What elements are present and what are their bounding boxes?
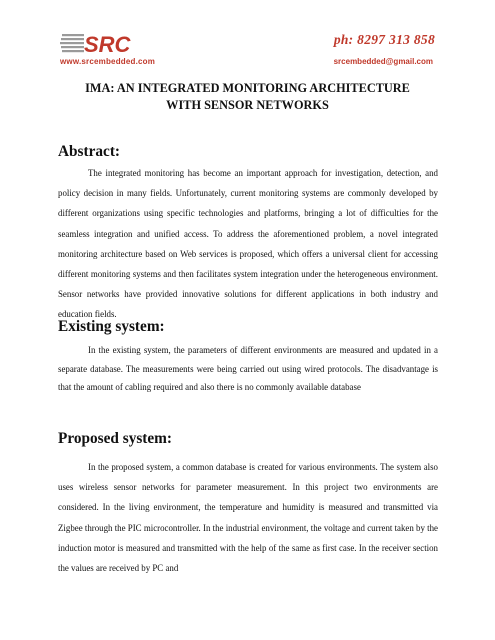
abstract-heading: Abstract: [58, 143, 121, 160]
proposed-system-text: In the proposed system, a common database is created for various environments. The system also uses wireless sensor networks for parameter measurement. In this project two environments are considered. In the living environment, the temperature and humidity is measured and transmitted via Zigbee through the PIC microcontroller. In the industrial environment, the voltage and current taken by the induction motor is measured and transmitted with the help of the same as first case. In the receiver section the values are received by PC and [58, 462, 438, 574]
src-logo [60, 30, 140, 56]
title-line-1: IMA: AN INTEGRATED MONITORING ARCHITECTURE [85, 81, 410, 95]
logo-text: SRC [84, 32, 131, 56]
document-title [50, 80, 445, 114]
email-link[interactable]: srcembedded@gmail.com [333, 57, 433, 66]
existing-system-heading: Existing system: [58, 318, 165, 335]
proposed-system-heading: Proposed system: [58, 430, 173, 447]
logo-graphic [60, 30, 140, 56]
phone-number: ph: 8297 313 858 [333, 32, 435, 47]
existing-system-text: In the existing system, the parameters of different environments are measured and updated in a separate database. The measurements were being carried out using wired protocols. The disadvantage is that the amount of cabling required and also there is no commonly available database [58, 345, 438, 393]
title-line-2: WITH SENSOR NETWORKS [166, 98, 329, 112]
page-header [0, 0, 495, 80]
logo-stripes [60, 34, 84, 52]
website-link[interactable]: www.srcembedded.com [60, 57, 156, 66]
abstract-text: The integrated monitoring has become an important approach for investigation, detection, and policy decision in many fields. Unfortunately, current monitoring systems are commonly developed by different organizations using specific technologies and platforms, bringing a lot of difficulties for the seamless integration and unified access. To address the aforementioned problem, a novel integrated monitoring architecture based on Web services is proposed, which offers a universal client for accessing different monitoring systems and then facilitates system integration under the heterogeneous environment. Sensor networks have provided innovative solutions for different applications in both industry and education fields. [58, 168, 438, 320]
